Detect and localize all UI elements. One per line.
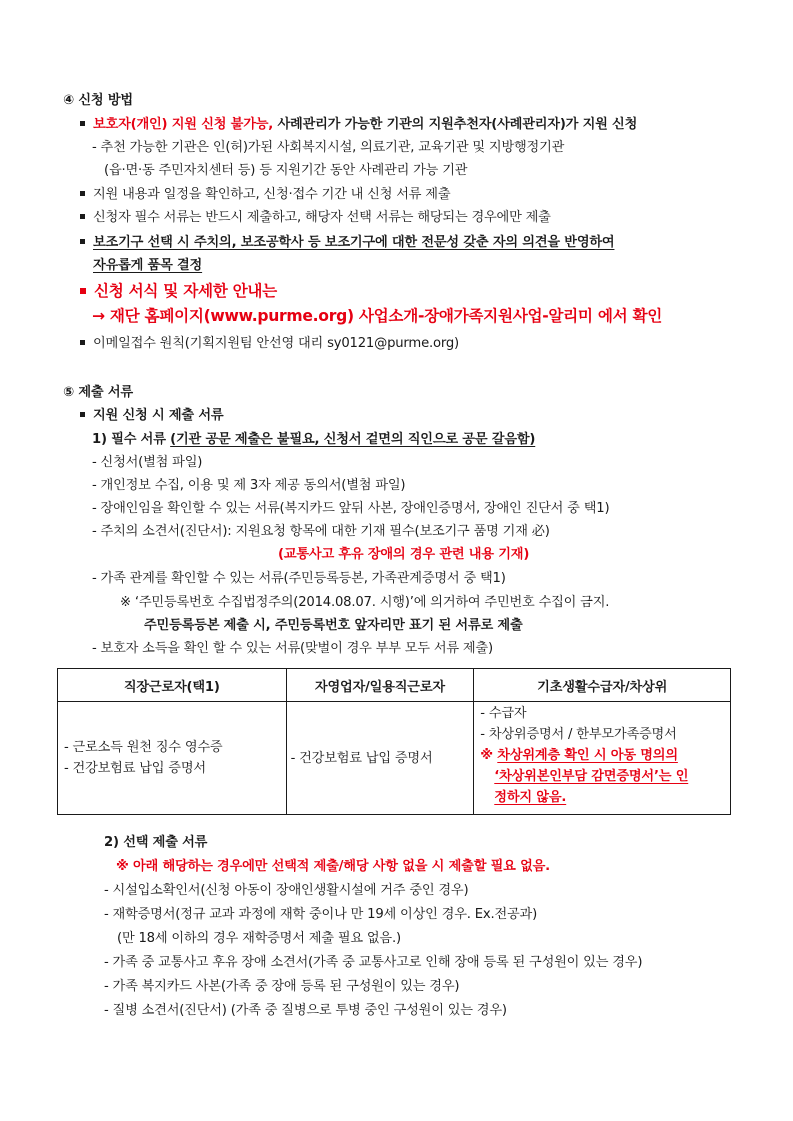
optional-note: ※ 아래 해당하는 경우에만 선택적 제출/해당 사항 없을 시 제출할 필요 없음. xyxy=(116,859,550,874)
required-docs-heading xyxy=(92,430,535,450)
cell-item: - 차상위증명서 / 한부모가족증명서 xyxy=(480,727,677,742)
bullet-4-line-2: 자유롭게 품목 결정 xyxy=(93,258,203,273)
section4-bullet-2 xyxy=(80,185,450,205)
table-cell-self-employed xyxy=(286,702,474,815)
required-heading-text: 1) 필수 서류 xyxy=(92,432,166,447)
note-mark: ※ xyxy=(480,748,498,763)
note-line-1: 차상위계층 확인 시 아동 명의의 xyxy=(497,748,678,763)
optional-item: - 질병 소견서(진단서) (가족 중 질병으로 투병 중인 구성원이 있는 경우) xyxy=(104,1003,507,1018)
bullet-1-sub-2: (읍·면·동 주민자치센터 등) 등 지원기간 동안 사례관리 가능 기관 xyxy=(104,163,468,178)
table-header-cell: 직장근로자(택1) xyxy=(58,669,287,702)
table-cell-low-income xyxy=(474,702,731,815)
optional-item: - 시설입소확인서(신청 아동이 장애인생활시설에 거주 중인 경우) xyxy=(104,883,469,898)
family-item: - 가족 관계를 확인할 수 있는 서류(주민등록등본, 가족관계증명서 중 택1) xyxy=(92,571,506,586)
bullet-square-icon xyxy=(80,340,85,345)
section4-bullet-1 xyxy=(80,115,637,135)
required-item: - 신청서(별첨 파일) xyxy=(92,455,203,470)
cell-note-line-3: 정하지 않음. xyxy=(494,790,567,805)
caution-line: ※ ‘주민등록번호 수집법정주의(2014.08.07. 시행)’에 의거하여 주민번호 수집이 금지. xyxy=(120,595,610,610)
bullet-square-icon xyxy=(80,239,85,244)
bullet-5-line-2: → 재단 홈페이지(www.purme.org) 사업소개-장애가족지원사업-알리미 에서 확인 xyxy=(92,307,663,325)
accident-note: (교통사고 후유 장애의 경우 관련 내용 기재) xyxy=(278,547,530,562)
bullet-3-text: 신청자 필수 서류는 반드시 제출하고, 해당자 선택 서류는 해당되는 경우에만 제출 xyxy=(93,210,551,225)
bullet-4-line-1: 보조기구 선택 시 주치의, 보조공학사 등 보조기구에 대한 전문성 갖춘 자의 의견을 반영하여 xyxy=(93,235,615,250)
bullet-square-icon xyxy=(80,412,85,417)
cell-note xyxy=(474,745,730,766)
income-item: - 보호자 소득을 확인 할 수 있는 서류(맞벌이 경우 부부 모두 서류 제출) xyxy=(92,641,493,656)
bullet-5-line-1: 신청 서식 및 자세한 안내는 xyxy=(94,282,277,300)
section5-title: ⑤ 제출 서류 xyxy=(63,385,133,400)
optional-item: - 가족 복지카드 사본(가족 중 장애 등록 된 구성원이 있는 경우) xyxy=(104,979,460,994)
caution-bold: 주민등록등본 제출 시, 주민등록번호 앞자리만 표기 된 서류로 제출 xyxy=(144,618,523,633)
income-documents-table xyxy=(57,668,731,815)
cell-item: - 건강보험료 납입 증명서 xyxy=(64,761,206,776)
section5-subtitle xyxy=(80,406,223,426)
required-heading-note: (기관 공문 제출은 불필요, 신청서 겉면의 직인으로 공문 갈음함) xyxy=(170,432,536,447)
section4-title: ④ 신청 방법 xyxy=(63,93,133,108)
optional-docs-heading: 2) 선택 제출 서류 xyxy=(104,835,208,850)
table-header-cell: 기초생활수급자/차상위 xyxy=(474,669,731,702)
required-item: - 장애인임을 확인할 수 있는 서류(복지카드 앞뒤 사본, 장애인증명서, 장애인 진단서 중 택1) xyxy=(92,501,610,516)
cell-item: - 건강보험료 납입 증명서 xyxy=(290,750,433,766)
bullet-1-text: 사례관리가 가능한 기관의 지원추천자(사례관리자)가 지원 신청 xyxy=(273,117,638,132)
table-header-cell: 자영업자/일용직근로자 xyxy=(286,669,474,702)
subtitle-text: 지원 신청 시 제출 서류 xyxy=(93,408,224,423)
table-row xyxy=(58,702,731,815)
bullet-2-text: 지원 내용과 일정을 확인하고, 신청·접수 기간 내 신청 서류 제출 xyxy=(93,187,451,202)
section4-bullet-5 xyxy=(80,281,277,301)
table-cell-employee xyxy=(58,702,287,815)
section4-bullet-6 xyxy=(80,334,459,354)
bullet-1-red-text: 보호자(개인) 지원 신청 불가능, xyxy=(93,117,274,132)
bullet-square-icon xyxy=(80,288,86,294)
bullet-square-icon xyxy=(80,214,85,219)
bullet-square-icon xyxy=(80,191,85,196)
cell-item: - 수급자 xyxy=(480,706,527,721)
table-header-row xyxy=(58,669,731,702)
optional-item: - 가족 중 교통사고 후유 장애 소견서(가족 중 교통사고로 인해 장애 등록 된 구성원이 있는 경우) xyxy=(104,955,643,970)
optional-item: - 재학증명서(정규 교과 과정에 재학 중이나 만 19세 이상인 경우. Ex.전공과) xyxy=(104,907,538,922)
bullet-6-text: 이메일접수 원칙(기획지원팀 안선영 대리 sy0121@purme.org) xyxy=(93,336,459,351)
bullet-1-sub-1: - 추천 가능한 기관은 인(허)가된 사회복지시설, 의료기관, 교육기관 및 지방행정기관 xyxy=(92,140,565,155)
cell-note-line-2: ‘차상위본인부담 감면증명서’는 인 xyxy=(494,769,689,784)
required-item: - 개인정보 수집, 이용 및 제 3자 제공 동의서(별첨 파일) xyxy=(92,478,406,493)
section4-bullet-4 xyxy=(80,233,614,253)
bullet-square-icon xyxy=(80,121,85,126)
required-item: - 주치의 소견서(진단서): 지원요청 항목에 대한 기재 필수(보조기구 품명 기재 必) xyxy=(92,524,550,539)
optional-item: (만 18세 이하의 경우 재학증명서 제출 필요 없음.) xyxy=(117,931,401,946)
cell-item: - 근로소득 원천 징수 영수증 xyxy=(64,740,223,755)
section4-bullet-3 xyxy=(80,208,551,228)
